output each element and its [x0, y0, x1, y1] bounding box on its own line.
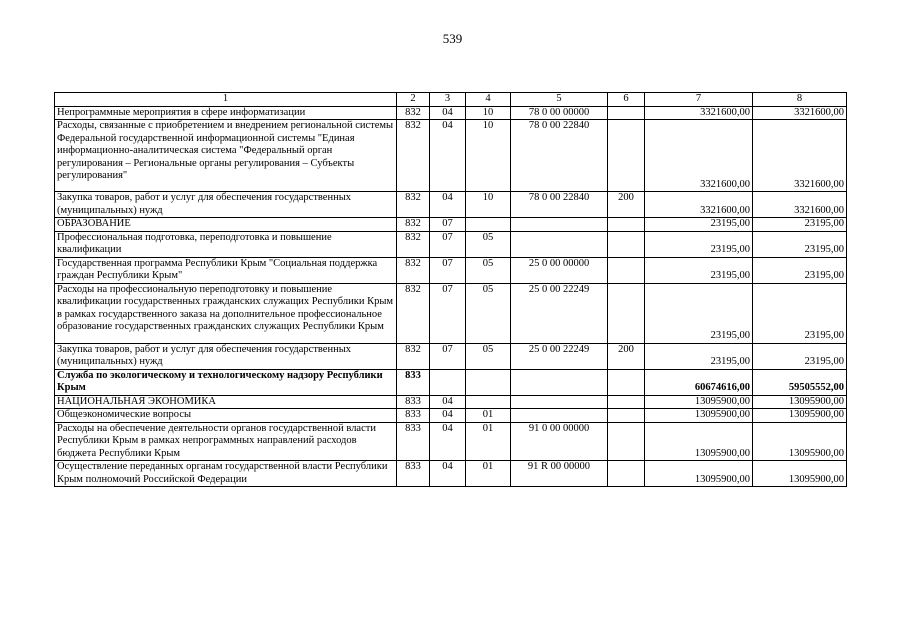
row-name: Общеэкономические вопросы: [55, 409, 397, 423]
row-code-ministry: 832: [397, 192, 430, 218]
column-header: 1: [55, 93, 397, 107]
row-amount-year2: 13095900,00: [753, 461, 847, 487]
row-code-ministry: 833: [397, 369, 430, 395]
row-code-subsection: 01: [466, 461, 511, 487]
table-row: [55, 461, 847, 487]
row-name: Непрограммные мероприятия в сфере информатизации: [55, 106, 397, 120]
row-code-section: 04: [430, 120, 466, 192]
row-code-expense-type: [608, 106, 645, 120]
row-code-ministry: 832: [397, 120, 430, 192]
row-amount-year1: 3321600,00: [645, 192, 753, 218]
row-code-ministry: 832: [397, 106, 430, 120]
row-code-expense-type: [608, 409, 645, 423]
row-code-subsection: [466, 369, 511, 395]
row-name: Расходы, связанные с приобретением и внедрением региональной системы Федеральной государственной информационной системы "Единая информационно-аналитическая система "Федеральный орган регулирования – Региональные органы регулирования – Субъекты регулирования": [55, 120, 397, 192]
column-header: 7: [645, 93, 753, 107]
table-row: [55, 369, 847, 395]
row-code-ministry: 832: [397, 231, 430, 257]
row-code-section: 07: [430, 343, 466, 369]
row-code-section: 04: [430, 422, 466, 461]
row-name: Осуществление переданных органам государственной власти Республики Крым полномочий Российской Федерации: [55, 461, 397, 487]
table-row: [55, 192, 847, 218]
row-amount-year2: 23195,00: [753, 283, 847, 343]
row-code-expense-type: [608, 257, 645, 283]
row-code-section: 04: [430, 106, 466, 120]
row-amount-year2: 23195,00: [753, 231, 847, 257]
row-code-section: 07: [430, 218, 466, 232]
row-code-section: 04: [430, 409, 466, 423]
row-amount-year1: 13095900,00: [645, 409, 753, 423]
row-code-section: 07: [430, 231, 466, 257]
row-amount-year1: 23195,00: [645, 257, 753, 283]
row-code-target: 78 0 00 22840: [511, 192, 608, 218]
row-name: Закупка товаров, работ и услуг для обеспечения государственных (муниципальных) нужд: [55, 343, 397, 369]
row-amount-year1: 23195,00: [645, 283, 753, 343]
row-code-section: [430, 369, 466, 395]
row-code-section: 07: [430, 283, 466, 343]
table-row: [55, 231, 847, 257]
row-code-ministry: 833: [397, 409, 430, 423]
row-code-ministry: 832: [397, 218, 430, 232]
table-row: [55, 106, 847, 120]
row-amount-year2: 3321600,00: [753, 192, 847, 218]
row-code-ministry: 832: [397, 343, 430, 369]
table-row: [55, 409, 847, 423]
column-header: 8: [753, 93, 847, 107]
table-row: [55, 218, 847, 232]
row-code-subsection: 10: [466, 106, 511, 120]
row-code-expense-type: [608, 395, 645, 409]
row-code-target: [511, 369, 608, 395]
row-code-subsection: 05: [466, 343, 511, 369]
table-row: [55, 257, 847, 283]
row-name: Служба по экологическому и технологическому надзору Республики Крым: [55, 369, 397, 395]
row-name: НАЦИОНАЛЬНАЯ ЭКОНОМИКА: [55, 395, 397, 409]
column-header: 3: [430, 93, 466, 107]
row-code-section: 04: [430, 461, 466, 487]
row-amount-year2: 3321600,00: [753, 120, 847, 192]
row-amount-year1: 23195,00: [645, 218, 753, 232]
row-amount-year1: 60674616,00: [645, 369, 753, 395]
row-code-target: 91 0 00 00000: [511, 422, 608, 461]
row-code-subsection: [466, 218, 511, 232]
budget-table: [54, 92, 847, 487]
table-row: [55, 422, 847, 461]
column-header: 4: [466, 93, 511, 107]
row-amount-year1: 3321600,00: [645, 120, 753, 192]
row-code-expense-type: 200: [608, 192, 645, 218]
row-code-subsection: 05: [466, 257, 511, 283]
row-name: Расходы на обеспечение деятельности органов государственной власти Республики Крым в рамках непрограммных направлений расходов бюджета Республики Крым: [55, 422, 397, 461]
row-code-expense-type: [608, 218, 645, 232]
row-code-ministry: 833: [397, 395, 430, 409]
column-header: 5: [511, 93, 608, 107]
row-amount-year2: 13095900,00: [753, 409, 847, 423]
page-number: 539: [442, 31, 463, 46]
table-row: [55, 283, 847, 343]
row-amount-year1: 3321600,00: [645, 106, 753, 120]
row-code-expense-type: 200: [608, 343, 645, 369]
row-amount-year2: 3321600,00: [753, 106, 847, 120]
row-code-expense-type: [608, 369, 645, 395]
row-amount-year2: 23195,00: [753, 257, 847, 283]
row-amount-year2: 23195,00: [753, 218, 847, 232]
row-code-section: 04: [430, 192, 466, 218]
row-code-target: 25 0 00 00000: [511, 257, 608, 283]
table-row: [55, 120, 847, 192]
row-amount-year1: 23195,00: [645, 343, 753, 369]
table-row: [55, 395, 847, 409]
row-code-target: 25 0 00 22249: [511, 283, 608, 343]
row-code-ministry: 832: [397, 283, 430, 343]
row-code-ministry: 833: [397, 461, 430, 487]
row-code-expense-type: [608, 422, 645, 461]
row-code-subsection: 10: [466, 192, 511, 218]
table-row: [55, 343, 847, 369]
row-code-subsection: 01: [466, 409, 511, 423]
row-code-subsection: 05: [466, 231, 511, 257]
row-code-target: 78 0 00 00000: [511, 106, 608, 120]
row-code-target: [511, 395, 608, 409]
column-header: 2: [397, 93, 430, 107]
row-amount-year2: 13095900,00: [753, 395, 847, 409]
column-header: 6: [608, 93, 645, 107]
row-amount-year2: 13095900,00: [753, 422, 847, 461]
row-code-target: [511, 231, 608, 257]
row-amount-year1: 13095900,00: [645, 461, 753, 487]
row-code-ministry: 832: [397, 257, 430, 283]
table-header-row: [55, 93, 847, 107]
row-amount-year2: 59505552,00: [753, 369, 847, 395]
row-code-target: 78 0 00 22840: [511, 120, 608, 192]
row-code-section: 04: [430, 395, 466, 409]
row-code-subsection: 10: [466, 120, 511, 192]
row-amount-year1: 23195,00: [645, 231, 753, 257]
row-code-subsection: 05: [466, 283, 511, 343]
row-code-target: [511, 409, 608, 423]
row-amount-year2: 23195,00: [753, 343, 847, 369]
row-code-subsection: [466, 395, 511, 409]
row-code-target: 25 0 00 22249: [511, 343, 608, 369]
row-code-expense-type: [608, 461, 645, 487]
row-code-target: 91 R 00 00000: [511, 461, 608, 487]
row-name: Государственная программа Республики Крым "Социальная поддержка граждан Республики Крым": [55, 257, 397, 283]
row-amount-year1: 13095900,00: [645, 422, 753, 461]
row-name: Профессиональная подготовка, переподготовка и повышение квалификации: [55, 231, 397, 257]
row-code-ministry: 833: [397, 422, 430, 461]
row-amount-year1: 13095900,00: [645, 395, 753, 409]
row-code-section: 07: [430, 257, 466, 283]
row-code-subsection: 01: [466, 422, 511, 461]
row-name: Расходы на профессиональную переподготовку и повышение квалификации государственных гражданских служащих Республики Крым в рамках государственного заказа на дополнительное профессиональное образование государственных гражданских служащих Республики Крым: [55, 283, 397, 343]
row-name: ОБРАЗОВАНИЕ: [55, 218, 397, 232]
row-code-target: [511, 218, 608, 232]
row-code-expense-type: [608, 231, 645, 257]
row-name: Закупка товаров, работ и услуг для обеспечения государственных (муниципальных) нужд: [55, 192, 397, 218]
row-code-expense-type: [608, 283, 645, 343]
row-code-expense-type: [608, 120, 645, 192]
